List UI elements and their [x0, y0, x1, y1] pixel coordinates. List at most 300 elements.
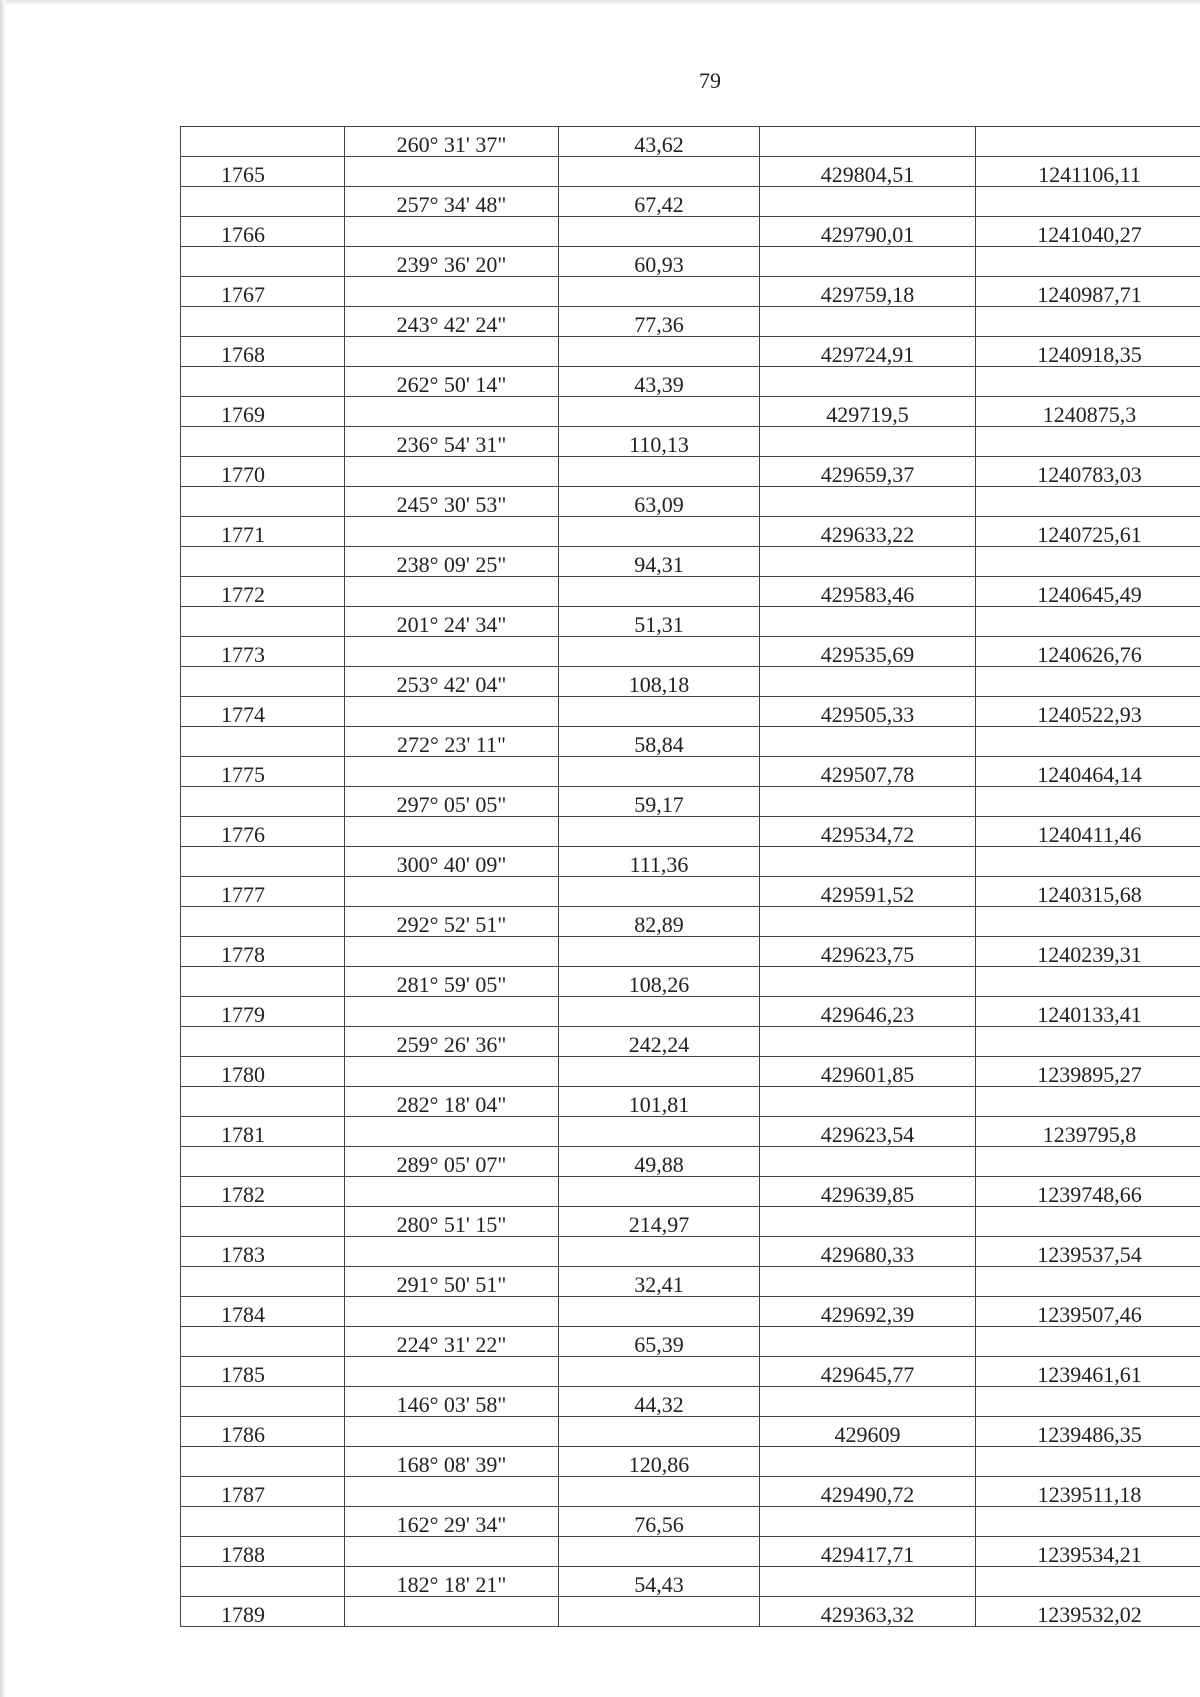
- x-cell: [760, 1327, 976, 1357]
- angle-cell: [345, 397, 559, 427]
- y-cell: [976, 127, 1200, 157]
- distance-cell: 65,39: [559, 1327, 760, 1357]
- scan-left-edge: [0, 0, 6, 1697]
- table-row-segment: [181, 1447, 1200, 1477]
- y-coordinate-cell: 1240918,35: [976, 337, 1200, 367]
- y-coordinate-cell: 1239532,02: [976, 1597, 1200, 1627]
- angle-cell: 281° 59' 05": [345, 967, 559, 997]
- angle-cell: [345, 217, 559, 247]
- distance-cell: [559, 697, 760, 727]
- angle-cell: [345, 337, 559, 367]
- y-coordinate-cell: 1240239,31: [976, 937, 1200, 967]
- x-coordinate-cell: 429633,22: [760, 517, 976, 547]
- y-cell: [976, 187, 1200, 217]
- distance-cell: [559, 517, 760, 547]
- distance-cell: 49,88: [559, 1147, 760, 1177]
- x-coordinate-cell: 429623,75: [760, 937, 976, 967]
- point-cell: [181, 307, 345, 337]
- distance-cell: 43,39: [559, 367, 760, 397]
- x-coordinate-cell: 429724,91: [760, 337, 976, 367]
- angle-cell: 182° 18' 21": [345, 1567, 559, 1597]
- table-row-point: [181, 397, 1200, 427]
- point-cell: [181, 427, 345, 457]
- angle-cell: [345, 817, 559, 847]
- distance-cell: 111,36: [559, 847, 760, 877]
- table-row-segment: [181, 487, 1200, 517]
- point-cell: [181, 1087, 345, 1117]
- table-row-point: [181, 1177, 1200, 1207]
- angle-cell: 291° 50' 51": [345, 1267, 559, 1297]
- table-row-segment: [181, 907, 1200, 937]
- y-coordinate-cell: 1240464,14: [976, 757, 1200, 787]
- distance-cell: 32,41: [559, 1267, 760, 1297]
- point-cell: [181, 1567, 345, 1597]
- x-cell: [760, 247, 976, 277]
- angle-cell: 259° 26' 36": [345, 1027, 559, 1057]
- x-cell: [760, 1027, 976, 1057]
- point-cell: [181, 727, 345, 757]
- y-cell: [976, 1207, 1200, 1237]
- angle-cell: [345, 1417, 559, 1447]
- x-cell: [760, 787, 976, 817]
- point-cell: [181, 547, 345, 577]
- point-number-cell: 1786: [181, 1417, 345, 1447]
- point-number-cell: 1777: [181, 877, 345, 907]
- distance-cell: [559, 1357, 760, 1387]
- y-cell: [976, 307, 1200, 337]
- point-number-cell: 1783: [181, 1237, 345, 1267]
- distance-cell: [559, 937, 760, 967]
- y-cell: [976, 1087, 1200, 1117]
- table-row-point: [181, 757, 1200, 787]
- angle-cell: [345, 1597, 559, 1627]
- point-cell: [181, 487, 345, 517]
- angle-cell: [345, 1117, 559, 1147]
- point-cell: [181, 1327, 345, 1357]
- distance-cell: 101,81: [559, 1087, 760, 1117]
- y-coordinate-cell: 1240987,71: [976, 277, 1200, 307]
- distance-cell: 110,13: [559, 427, 760, 457]
- x-coordinate-cell: 429601,85: [760, 1057, 976, 1087]
- y-cell: [976, 1567, 1200, 1597]
- table-row-segment: [181, 1267, 1200, 1297]
- point-number-cell: 1778: [181, 937, 345, 967]
- table-row-segment: [181, 667, 1200, 697]
- x-cell: [760, 1087, 976, 1117]
- table-row-point: [181, 1537, 1200, 1567]
- point-number-cell: 1785: [181, 1357, 345, 1387]
- x-cell: [760, 1447, 976, 1477]
- table-row-segment: [181, 1207, 1200, 1237]
- y-coordinate-cell: 1240783,03: [976, 457, 1200, 487]
- point-number-cell: 1770: [181, 457, 345, 487]
- y-cell: [976, 1147, 1200, 1177]
- point-number-cell: 1782: [181, 1177, 345, 1207]
- x-coordinate-cell: 429591,52: [760, 877, 976, 907]
- distance-cell: 214,97: [559, 1207, 760, 1237]
- angle-cell: 300° 40' 09": [345, 847, 559, 877]
- table-row-segment: [181, 427, 1200, 457]
- angle-cell: 146° 03' 58": [345, 1387, 559, 1417]
- angle-cell: 260° 31' 37": [345, 127, 559, 157]
- y-cell: [976, 247, 1200, 277]
- y-cell: [976, 907, 1200, 937]
- y-cell: [976, 1507, 1200, 1537]
- x-cell: [760, 847, 976, 877]
- x-cell: [760, 1147, 976, 1177]
- point-cell: [181, 667, 345, 697]
- table-row-point: [181, 577, 1200, 607]
- table-row-segment: [181, 847, 1200, 877]
- distance-cell: 44,32: [559, 1387, 760, 1417]
- distance-cell: 43,62: [559, 127, 760, 157]
- y-cell: [976, 487, 1200, 517]
- table-row-point: [181, 1237, 1200, 1267]
- distance-cell: [559, 997, 760, 1027]
- x-coordinate-cell: 429692,39: [760, 1297, 976, 1327]
- y-cell: [976, 847, 1200, 877]
- x-coordinate-cell: 429490,72: [760, 1477, 976, 1507]
- y-coordinate-cell: 1240725,61: [976, 517, 1200, 547]
- table-row-segment: [181, 367, 1200, 397]
- table-row-point: [181, 1117, 1200, 1147]
- point-cell: [181, 1267, 345, 1297]
- point-number-cell: 1780: [181, 1057, 345, 1087]
- distance-cell: 60,93: [559, 247, 760, 277]
- y-cell: [976, 727, 1200, 757]
- point-number-cell: 1768: [181, 337, 345, 367]
- table-row-segment: [181, 1087, 1200, 1117]
- point-number-cell: 1772: [181, 577, 345, 607]
- point-number-cell: 1765: [181, 157, 345, 187]
- y-coordinate-cell: 1241040,27: [976, 217, 1200, 247]
- angle-cell: 168° 08' 39": [345, 1447, 559, 1477]
- x-cell: [760, 667, 976, 697]
- distance-cell: [559, 1057, 760, 1087]
- table-row-point: [181, 157, 1200, 187]
- y-cell: [976, 1267, 1200, 1297]
- distance-cell: [559, 757, 760, 787]
- angle-cell: [345, 1537, 559, 1567]
- angle-cell: 282° 18' 04": [345, 1087, 559, 1117]
- angle-cell: [345, 997, 559, 1027]
- y-cell: [976, 1387, 1200, 1417]
- x-cell: [760, 307, 976, 337]
- table-row-point: [181, 877, 1200, 907]
- table-row-segment: [181, 547, 1200, 577]
- table-row-segment: [181, 1327, 1200, 1357]
- y-cell: [976, 427, 1200, 457]
- angle-cell: [345, 937, 559, 967]
- table-row-point: [181, 697, 1200, 727]
- distance-cell: [559, 1237, 760, 1267]
- distance-cell: 242,24: [559, 1027, 760, 1057]
- distance-cell: [559, 457, 760, 487]
- point-number-cell: 1766: [181, 217, 345, 247]
- distance-cell: [559, 277, 760, 307]
- table-row-segment: [181, 967, 1200, 997]
- table-row-point: [181, 457, 1200, 487]
- angle-cell: 245° 30' 53": [345, 487, 559, 517]
- y-cell: [976, 547, 1200, 577]
- x-coordinate-cell: 429505,33: [760, 697, 976, 727]
- x-coordinate-cell: 429646,23: [760, 997, 976, 1027]
- angle-cell: 289° 05' 07": [345, 1147, 559, 1177]
- point-cell: [181, 187, 345, 217]
- coordinates-table: [180, 126, 1200, 1627]
- angle-cell: 236° 54' 31": [345, 427, 559, 457]
- distance-cell: 94,31: [559, 547, 760, 577]
- distance-cell: [559, 1177, 760, 1207]
- point-cell: [181, 1207, 345, 1237]
- y-coordinate-cell: 1239534,21: [976, 1537, 1200, 1567]
- x-cell: [760, 1207, 976, 1237]
- angle-cell: 297° 05' 05": [345, 787, 559, 817]
- table-row-point: [181, 517, 1200, 547]
- distance-cell: 54,43: [559, 1567, 760, 1597]
- angle-cell: [345, 1297, 559, 1327]
- x-cell: [760, 367, 976, 397]
- point-number-cell: 1774: [181, 697, 345, 727]
- y-coordinate-cell: 1240875,3: [976, 397, 1200, 427]
- angle-cell: [345, 157, 559, 187]
- y-coordinate-cell: 1239748,66: [976, 1177, 1200, 1207]
- table-row-point: [181, 937, 1200, 967]
- x-coordinate-cell: 429680,33: [760, 1237, 976, 1267]
- x-coordinate-cell: 429659,37: [760, 457, 976, 487]
- x-cell: [760, 127, 976, 157]
- angle-cell: 224° 31' 22": [345, 1327, 559, 1357]
- table-row-point: [181, 637, 1200, 667]
- y-coordinate-cell: 1240411,46: [976, 817, 1200, 847]
- angle-cell: [345, 1177, 559, 1207]
- x-coordinate-cell: 429790,01: [760, 217, 976, 247]
- angle-cell: 243° 42' 24": [345, 307, 559, 337]
- scan-top-edge: [0, 0, 1200, 6]
- distance-cell: [559, 397, 760, 427]
- angle-cell: [345, 1357, 559, 1387]
- y-coordinate-cell: 1240315,68: [976, 877, 1200, 907]
- distance-cell: 120,86: [559, 1447, 760, 1477]
- point-cell: [181, 787, 345, 817]
- point-number-cell: 1767: [181, 277, 345, 307]
- y-coordinate-cell: 1239486,35: [976, 1417, 1200, 1447]
- angle-cell: 201° 24' 34": [345, 607, 559, 637]
- point-number-cell: 1787: [181, 1477, 345, 1507]
- distance-cell: 108,26: [559, 967, 760, 997]
- x-cell: [760, 1507, 976, 1537]
- y-coordinate-cell: 1240133,41: [976, 997, 1200, 1027]
- distance-cell: 77,36: [559, 307, 760, 337]
- distance-cell: 63,09: [559, 487, 760, 517]
- y-coordinate-cell: 1239895,27: [976, 1057, 1200, 1087]
- angle-cell: 253° 42' 04": [345, 667, 559, 697]
- point-cell: [181, 607, 345, 637]
- distance-cell: [559, 1537, 760, 1567]
- y-coordinate-cell: 1240645,49: [976, 577, 1200, 607]
- point-cell: [181, 1447, 345, 1477]
- point-number-cell: 1771: [181, 517, 345, 547]
- angle-cell: 280° 51' 15": [345, 1207, 559, 1237]
- distance-cell: [559, 1417, 760, 1447]
- table-row-point: [181, 1597, 1200, 1627]
- angle-cell: 239° 36' 20": [345, 247, 559, 277]
- angle-cell: 162° 29' 34": [345, 1507, 559, 1537]
- distance-cell: [559, 637, 760, 667]
- distance-cell: [559, 1117, 760, 1147]
- x-coordinate-cell: 429623,54: [760, 1117, 976, 1147]
- point-cell: [181, 247, 345, 277]
- y-cell: [976, 1027, 1200, 1057]
- angle-cell: [345, 457, 559, 487]
- point-cell: [181, 967, 345, 997]
- distance-cell: [559, 337, 760, 367]
- y-cell: [976, 607, 1200, 637]
- table-row-segment: [181, 787, 1200, 817]
- distance-cell: [559, 1597, 760, 1627]
- point-number-cell: 1779: [181, 997, 345, 1027]
- x-coordinate-cell: 429363,32: [760, 1597, 976, 1627]
- x-cell: [760, 727, 976, 757]
- point-cell: [181, 367, 345, 397]
- table-row-point: [181, 1417, 1200, 1447]
- x-coordinate-cell: 429417,71: [760, 1537, 976, 1567]
- table-row-segment: [181, 1147, 1200, 1177]
- x-coordinate-cell: 429583,46: [760, 577, 976, 607]
- x-cell: [760, 1387, 976, 1417]
- x-coordinate-cell: 429645,77: [760, 1357, 976, 1387]
- point-number-cell: 1776: [181, 817, 345, 847]
- distance-cell: 82,89: [559, 907, 760, 937]
- table-row-point: [181, 1357, 1200, 1387]
- coordinates-table-body: [181, 127, 1200, 1627]
- table-row-segment: [181, 1567, 1200, 1597]
- angle-cell: 238° 09' 25": [345, 547, 559, 577]
- y-cell: [976, 367, 1200, 397]
- table-row-point: [181, 337, 1200, 367]
- x-cell: [760, 1267, 976, 1297]
- distance-cell: [559, 817, 760, 847]
- y-coordinate-cell: 1240522,93: [976, 697, 1200, 727]
- x-coordinate-cell: 429639,85: [760, 1177, 976, 1207]
- page-number: 79: [699, 68, 721, 93]
- table-row-point: [181, 1297, 1200, 1327]
- point-cell: [181, 1507, 345, 1537]
- angle-cell: [345, 1477, 559, 1507]
- angle-cell: 272° 23' 11": [345, 727, 559, 757]
- point-cell: [181, 1147, 345, 1177]
- table-row-point: [181, 277, 1200, 307]
- angle-cell: [345, 697, 559, 727]
- x-coordinate-cell: 429759,18: [760, 277, 976, 307]
- distance-cell: 51,31: [559, 607, 760, 637]
- x-cell: [760, 967, 976, 997]
- angle-cell: [345, 1237, 559, 1267]
- y-coordinate-cell: 1240626,76: [976, 637, 1200, 667]
- point-number-cell: 1769: [181, 397, 345, 427]
- point-number-cell: 1788: [181, 1537, 345, 1567]
- table-row-point: [181, 817, 1200, 847]
- point-number-cell: 1775: [181, 757, 345, 787]
- point-number-cell: 1784: [181, 1297, 345, 1327]
- angle-cell: [345, 277, 559, 307]
- angle-cell: 257° 34' 48": [345, 187, 559, 217]
- y-cell: [976, 667, 1200, 697]
- x-cell: [760, 547, 976, 577]
- angle-cell: [345, 637, 559, 667]
- y-cell: [976, 1447, 1200, 1477]
- distance-cell: [559, 1477, 760, 1507]
- angle-cell: 262° 50' 14": [345, 367, 559, 397]
- point-cell: [181, 907, 345, 937]
- distance-cell: [559, 1297, 760, 1327]
- table-row-header-segment: [181, 127, 1200, 157]
- angle-cell: [345, 877, 559, 907]
- x-coordinate-cell: 429609: [760, 1417, 976, 1447]
- angle-cell: [345, 1057, 559, 1087]
- distance-cell: [559, 577, 760, 607]
- angle-cell: [345, 577, 559, 607]
- table-row-point: [181, 1477, 1200, 1507]
- x-coordinate-cell: 429535,69: [760, 637, 976, 667]
- point-cell: [181, 847, 345, 877]
- y-coordinate-cell: 1241106,11: [976, 157, 1200, 187]
- distance-cell: 59,17: [559, 787, 760, 817]
- x-cell: [760, 427, 976, 457]
- y-cell: [976, 967, 1200, 997]
- angle-cell: [345, 517, 559, 547]
- distance-cell: 76,56: [559, 1507, 760, 1537]
- point-cell: [181, 127, 345, 157]
- y-coordinate-cell: 1239537,54: [976, 1237, 1200, 1267]
- distance-cell: [559, 157, 760, 187]
- table-row-segment: [181, 247, 1200, 277]
- table-row-point: [181, 1057, 1200, 1087]
- y-cell: [976, 787, 1200, 817]
- point-number-cell: 1781: [181, 1117, 345, 1147]
- distance-cell: [559, 877, 760, 907]
- table-row-segment: [181, 1027, 1200, 1057]
- table-row-segment: [181, 1387, 1200, 1417]
- x-cell: [760, 187, 976, 217]
- table-row-point: [181, 217, 1200, 247]
- x-coordinate-cell: 429719,5: [760, 397, 976, 427]
- table-row-segment: [181, 307, 1200, 337]
- point-cell: [181, 1027, 345, 1057]
- table-row-point: [181, 997, 1200, 1027]
- y-coordinate-cell: 1239511,18: [976, 1477, 1200, 1507]
- point-number-cell: 1789: [181, 1597, 345, 1627]
- table-row-segment: [181, 727, 1200, 757]
- angle-cell: [345, 757, 559, 787]
- x-coordinate-cell: 429534,72: [760, 817, 976, 847]
- distance-cell: 67,42: [559, 187, 760, 217]
- y-coordinate-cell: 1239461,61: [976, 1357, 1200, 1387]
- distance-cell: 108,18: [559, 667, 760, 697]
- distance-cell: 58,84: [559, 727, 760, 757]
- y-coordinate-cell: 1239795,8: [976, 1117, 1200, 1147]
- angle-cell: 292° 52' 51": [345, 907, 559, 937]
- x-cell: [760, 907, 976, 937]
- table-row-segment: [181, 1507, 1200, 1537]
- x-coordinate-cell: 429507,78: [760, 757, 976, 787]
- point-number-cell: 1773: [181, 637, 345, 667]
- y-coordinate-cell: 1239507,46: [976, 1297, 1200, 1327]
- distance-cell: [559, 217, 760, 247]
- table-row-segment: [181, 607, 1200, 637]
- y-cell: [976, 1327, 1200, 1357]
- table-row-segment: [181, 187, 1200, 217]
